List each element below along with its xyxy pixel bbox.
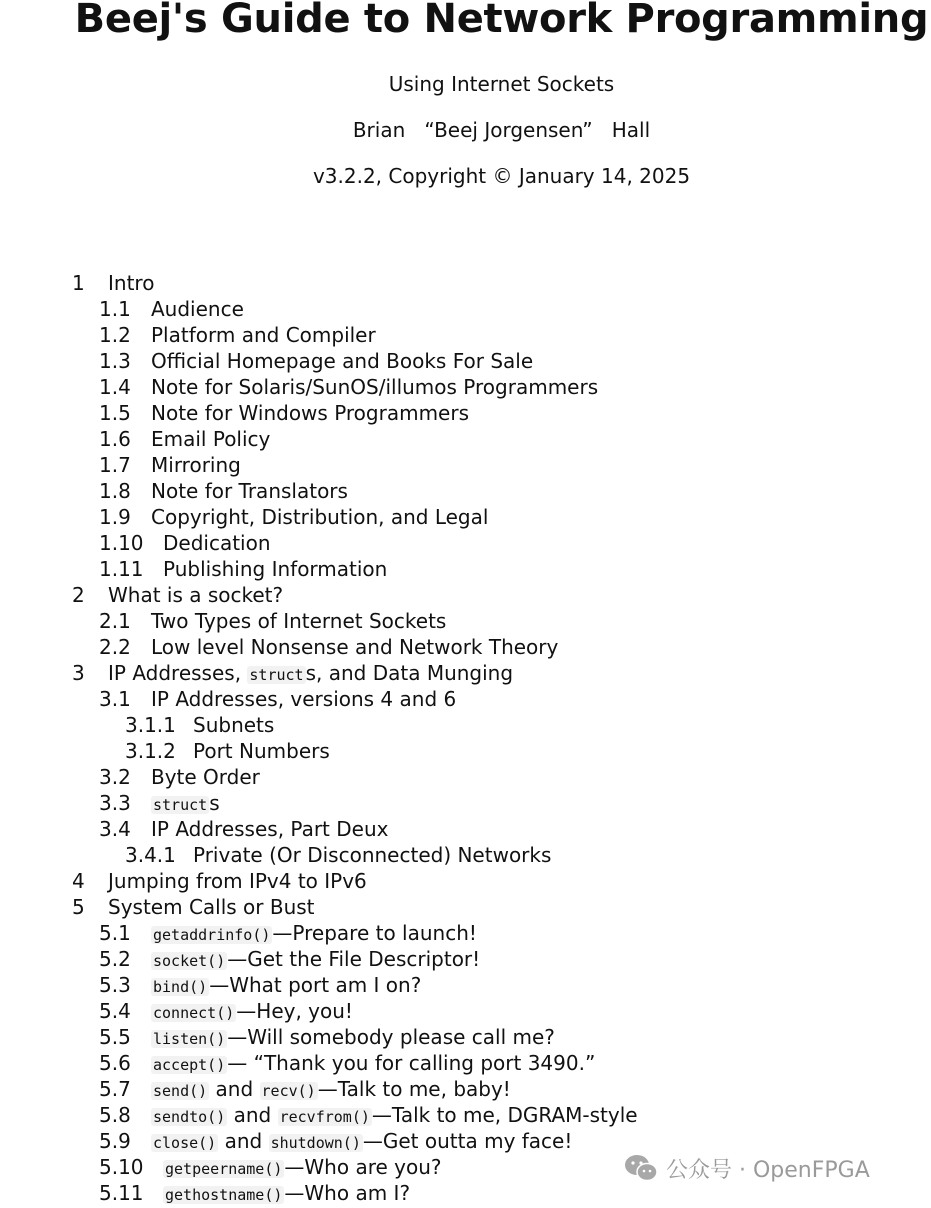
toc-number: 5.4 — [99, 999, 131, 1023]
toc-number: 1 — [72, 271, 85, 295]
code-span: sendto() — [153, 1108, 226, 1126]
toc-link[interactable]: Low level Nonsense and Network Theory — [151, 635, 559, 659]
toc-link[interactable]: Jumping from IPv4 to IPv6 — [108, 869, 367, 893]
code-span: listen() — [153, 1030, 226, 1048]
toc-link[interactable]: connect() —Hey, you! — [153, 999, 353, 1023]
toc-number: 5.9 — [99, 1129, 131, 1153]
toc-link[interactable]: Official Homepage and Books For Sale — [151, 349, 534, 373]
code-span: recv() — [261, 1082, 316, 1100]
toc-link[interactable]: Publishing Information — [163, 557, 388, 581]
toc-link[interactable]: Dedication — [163, 531, 271, 555]
toc-number: 1.3 — [99, 349, 131, 373]
code-span: struct — [153, 796, 208, 814]
toc-number: 3.1.1 — [125, 713, 176, 737]
toc-link[interactable]: send() and recv() —Talk to me, baby! — [153, 1077, 511, 1101]
code-span: shutdown() — [270, 1134, 361, 1152]
toc-link[interactable]: Audience — [151, 297, 244, 321]
toc-number: 1.10 — [99, 531, 144, 555]
code-span: socket() — [153, 952, 226, 970]
toc-number: 1.11 — [99, 557, 144, 581]
toc-link[interactable]: Port Numbers — [193, 739, 330, 763]
code-span: bind() — [153, 978, 208, 996]
toc-number: 5.3 — [99, 973, 131, 997]
toc-number: 5.5 — [99, 1025, 131, 1049]
toc-link[interactable]: Platform and Compiler — [151, 323, 376, 347]
toc-link[interactable]: bind() —What port am I on? — [153, 973, 422, 997]
code-span: recvfrom() — [279, 1108, 370, 1126]
toc-number: 3.4.1 — [125, 843, 176, 867]
toc-link[interactable]: gethostname() —Who am I? — [165, 1181, 411, 1205]
toc-number: 2.1 — [99, 609, 131, 633]
toc-link[interactable]: socket() —Get the File Descriptor! — [153, 947, 481, 971]
toc-number: 5.11 — [99, 1181, 144, 1205]
toc-number: 1.9 — [99, 505, 131, 529]
watermark — [624, 1152, 870, 1184]
toc-number: 5.7 — [99, 1077, 131, 1101]
toc-link[interactable]: Mirroring — [151, 453, 241, 477]
code-span: accept() — [153, 1056, 226, 1074]
code-span: getpeername() — [165, 1160, 283, 1178]
toc-number: 3.1 — [99, 687, 131, 711]
toc-link[interactable]: IP Addresses, versions 4 and 6 — [151, 687, 457, 711]
toc-number: 5.6 — [99, 1051, 131, 1075]
toc-link[interactable]: listen() —Will somebody please call me? — [153, 1025, 555, 1049]
toc-link[interactable]: Byte Order — [151, 765, 260, 789]
toc-link[interactable]: Private (Or Disconnected) Networks — [193, 843, 552, 867]
author: Brian “Beej Jorgensen” Hall — [352, 118, 651, 142]
toc-number: 1.4 — [99, 375, 131, 399]
page-title: Beej's Guide to Network Programming — [74, 0, 929, 42]
toc-link[interactable]: System Calls or Bust — [108, 895, 315, 919]
code-span: connect() — [153, 1004, 235, 1022]
toc-number: 2.2 — [99, 635, 131, 659]
toc-link[interactable]: struct s — [153, 791, 220, 815]
toc-link[interactable]: Note for Windows Programmers — [151, 401, 470, 425]
subtitle: Using Internet Sockets — [388, 72, 615, 96]
code-span: close() — [153, 1134, 217, 1152]
toc-link[interactable]: getaddrinfo() —Prepare to launch! — [153, 921, 477, 945]
toc-number: 3 — [72, 661, 85, 685]
toc-number: 3.4 — [99, 817, 131, 841]
toc-link[interactable]: IP Addresses, Part Deux — [151, 817, 389, 841]
toc-link[interactable]: What is a socket? — [108, 583, 284, 607]
toc-number: 5 — [72, 895, 85, 919]
toc-link[interactable]: getpeername() —Who are you? — [165, 1155, 442, 1179]
toc-number: 3.3 — [99, 791, 131, 815]
code-span: getaddrinfo() — [153, 926, 271, 944]
toc-link[interactable]: Note for Solaris/SunOS/illumos Programmers — [151, 375, 599, 399]
toc-link[interactable]: Intro — [108, 271, 155, 295]
wechat-icon — [624, 1154, 658, 1182]
toc-number: 5.1 — [99, 921, 131, 945]
toc-number: 1.2 — [99, 323, 131, 347]
code-span: gethostname() — [165, 1186, 283, 1204]
toc-number: 5.8 — [99, 1103, 131, 1127]
toc-number: 2 — [72, 583, 85, 607]
toc-number: 1.8 — [99, 479, 131, 503]
toc-number: 5.2 — [99, 947, 131, 971]
toc-link[interactable]: close() and shutdown() —Get outta my face! — [153, 1129, 573, 1153]
toc-link[interactable]: Email Policy — [151, 427, 271, 451]
watermark-text: 公众号 · OpenFPGA — [666, 1157, 870, 1183]
toc-number: 5.10 — [99, 1155, 144, 1179]
toc-link[interactable]: Two Types of Internet Sockets — [151, 609, 447, 633]
toc-number: 1.1 — [99, 297, 131, 321]
toc-number: 1.5 — [99, 401, 131, 425]
toc-link[interactable]: Note for Translators — [151, 479, 348, 503]
toc-number: 1.6 — [99, 427, 131, 451]
toc-number: 4 — [72, 869, 85, 893]
toc-link[interactable]: IP Addresses, struct s, and Data Munging — [108, 661, 514, 685]
toc-link[interactable]: accept() — “Thank you for calling port 3490.” — [153, 1051, 596, 1075]
toc-link[interactable]: sendto() and recvfrom() —Talk to me, DGRAM-style — [153, 1103, 638, 1127]
code-span: struct — [249, 666, 304, 684]
toc-number: 3.2 — [99, 765, 131, 789]
version-line: v3.2.2, Copyright © January 14, 2025 — [312, 164, 691, 188]
toc-link[interactable]: Subnets — [193, 713, 275, 737]
code-span: send() — [153, 1082, 208, 1100]
toc-link[interactable]: Copyright, Distribution, and Legal — [151, 505, 489, 529]
toc-number: 1.7 — [99, 453, 131, 477]
toc-number: 3.1.2 — [125, 739, 176, 763]
